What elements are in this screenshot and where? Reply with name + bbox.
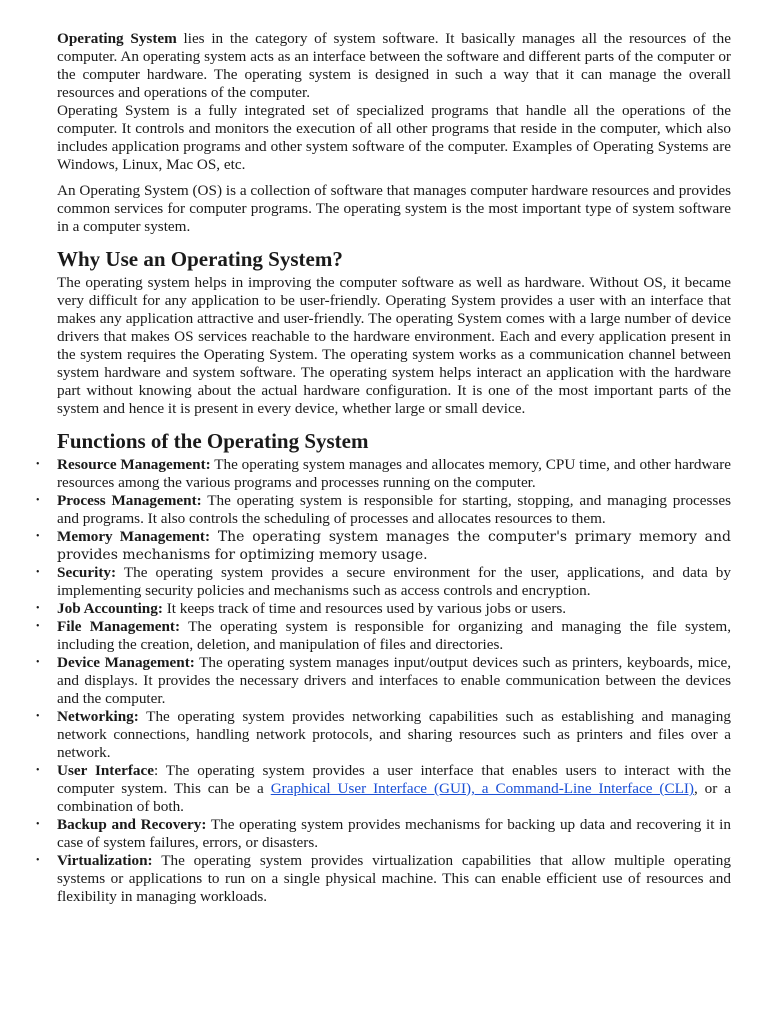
- item-text: The operating system manages the computer's primary memory and provides mechanisms for optimizing memory usage.: [57, 529, 731, 563]
- why-paragraph: The operating system helps in improving the computer software as well as hardware. Without OS, it became very difficult for any application to be user-friendly. Operating System provides a user with an interface that makes any application attractive and user-friendly. The operating System comes with a large number of device drivers that makes OS services reachable to the hardware environment. Each and every application present in the system requires the Operating System. The operating system works as a communication channel between system hardware and system software. The operating system helps interact an application with the hardware part without knowing about the actual hardware configuration. It is one of the most important parts of the system and hence it is present in every device, whether large or small device.: [57, 274, 731, 417]
- list-item-backup-recovery: [36, 816, 731, 852]
- item-text: The operating system provides networking capabilities such as establishing and managing network connections, handling network protocols, and sharing resources such as printers and files over a network.: [57, 708, 731, 761]
- item-term: Job Accounting:: [57, 600, 163, 617]
- bullet-icon: •: [36, 603, 40, 614]
- bullet-icon: •: [36, 621, 40, 632]
- list-item-file-management: [36, 618, 731, 654]
- bullet-icon: •: [36, 855, 40, 866]
- item-text: The operating system manages input/output devices such as printers, keyboards, mice, and displays. It provides the necessary drivers and interfaces to enable communication between the devices and the computer.: [57, 654, 732, 707]
- document-page: [36, 30, 732, 906]
- item-text: The operating system manages and allocates memory, CPU time, and other hardware resources among the various programs and processes running on the computer.: [57, 456, 731, 491]
- item-text: The operating system is responsible for starting, stopping, and managing processes and programs. It also controls the scheduling of processes and allocates resources to them.: [57, 492, 731, 527]
- bullet-icon: •: [36, 657, 40, 668]
- item-term: Virtualization:: [57, 852, 153, 869]
- list-item-security: [36, 564, 731, 600]
- item-text-before-link: : The operating system provides a user interface that enables users to interact with the computer system. This can be a: [57, 762, 731, 797]
- item-term: Backup and Recovery:: [57, 816, 207, 833]
- functions-heading: Functions of the Operating System: [57, 429, 369, 453]
- bullet-icon: •: [36, 459, 40, 470]
- item-term: Device Management:: [57, 654, 195, 671]
- item-text: The operating system provides mechanisms for backing up data and recovering it in case of system failures, errors, or disasters.: [57, 816, 731, 851]
- item-text: The operating system provides a secure environment for the user, applications, and data by implementing security policies and mechanisms such as access controls and encryption.: [57, 564, 731, 599]
- bullet-icon: •: [36, 711, 40, 722]
- intro-paragraph-1-text: lies in the category of system software. It basically manages all the resources of the computer. An operating system acts as an interface between the software and different parts of the computer or the computer hardware. The operating system is designed in such a way that it can manage the overall resources and operations of the computer.: [57, 30, 731, 101]
- functions-list: [36, 456, 732, 906]
- list-item-resource-management: [36, 456, 731, 492]
- item-text: The operating system provides virtualization capabilities that allow multiple operating systems or applications to run on a single physical machine. This can enable efficient use of resources and flexibility in managing workloads.: [57, 852, 731, 905]
- bullet-icon: •: [36, 495, 40, 506]
- bullet-icon: •: [36, 567, 40, 578]
- list-item-networking: [36, 708, 731, 762]
- bullet-icon: •: [36, 819, 40, 830]
- item-text: The operating system is responsible for organizing and managing the file system, including the creation, deletion, and manipulation of files and directories.: [57, 618, 731, 653]
- bullet-icon: •: [36, 531, 40, 542]
- item-term: User Interface: [57, 762, 154, 779]
- item-term: Process Management:: [57, 492, 202, 509]
- list-item-memory-management: [36, 528, 731, 564]
- list-item-job-accounting: [36, 600, 731, 618]
- list-item-user-interface: [36, 762, 731, 816]
- item-term: Memory Management:: [57, 528, 211, 545]
- intro-lead-term: Operating System: [57, 30, 177, 47]
- list-item-device-management: [36, 654, 732, 708]
- item-term: Security:: [57, 564, 117, 581]
- list-item-virtualization: [36, 852, 731, 906]
- bullet-icon: •: [36, 765, 40, 776]
- intro-paragraph-3: An Operating System (OS) is a collection of software that manages computer hardware resources and provides common services for computer programs. The operating system is the most important type of system software in a computer system.: [57, 182, 731, 235]
- item-term: File Management:: [57, 618, 181, 635]
- item-term: Resource Management:: [57, 456, 211, 473]
- list-item-process-management: [36, 492, 731, 528]
- why-heading: Why Use an Operating System?: [57, 247, 343, 271]
- item-text-after-link: , or a combination of both.: [57, 780, 731, 815]
- item-text: It keeps track of time and resources used by various jobs or users.: [162, 600, 567, 617]
- item-term: Networking:: [57, 708, 139, 725]
- intro-paragraph-2: Operating System is a fully integrated set of specialized programs that handle all the operations of the computer. It controls and monitors the execution of all other programs that reside in the computer, which also includes application programs and other system software of the computer. Examples of Operating Systems are Windows, Linux, Mac OS, etc.: [57, 102, 731, 173]
- gui-cli-link[interactable]: Graphical User Interface (GUI), a Command-Line Interface (CLI): [270, 780, 694, 797]
- intro-paragraph-1: [57, 30, 731, 102]
